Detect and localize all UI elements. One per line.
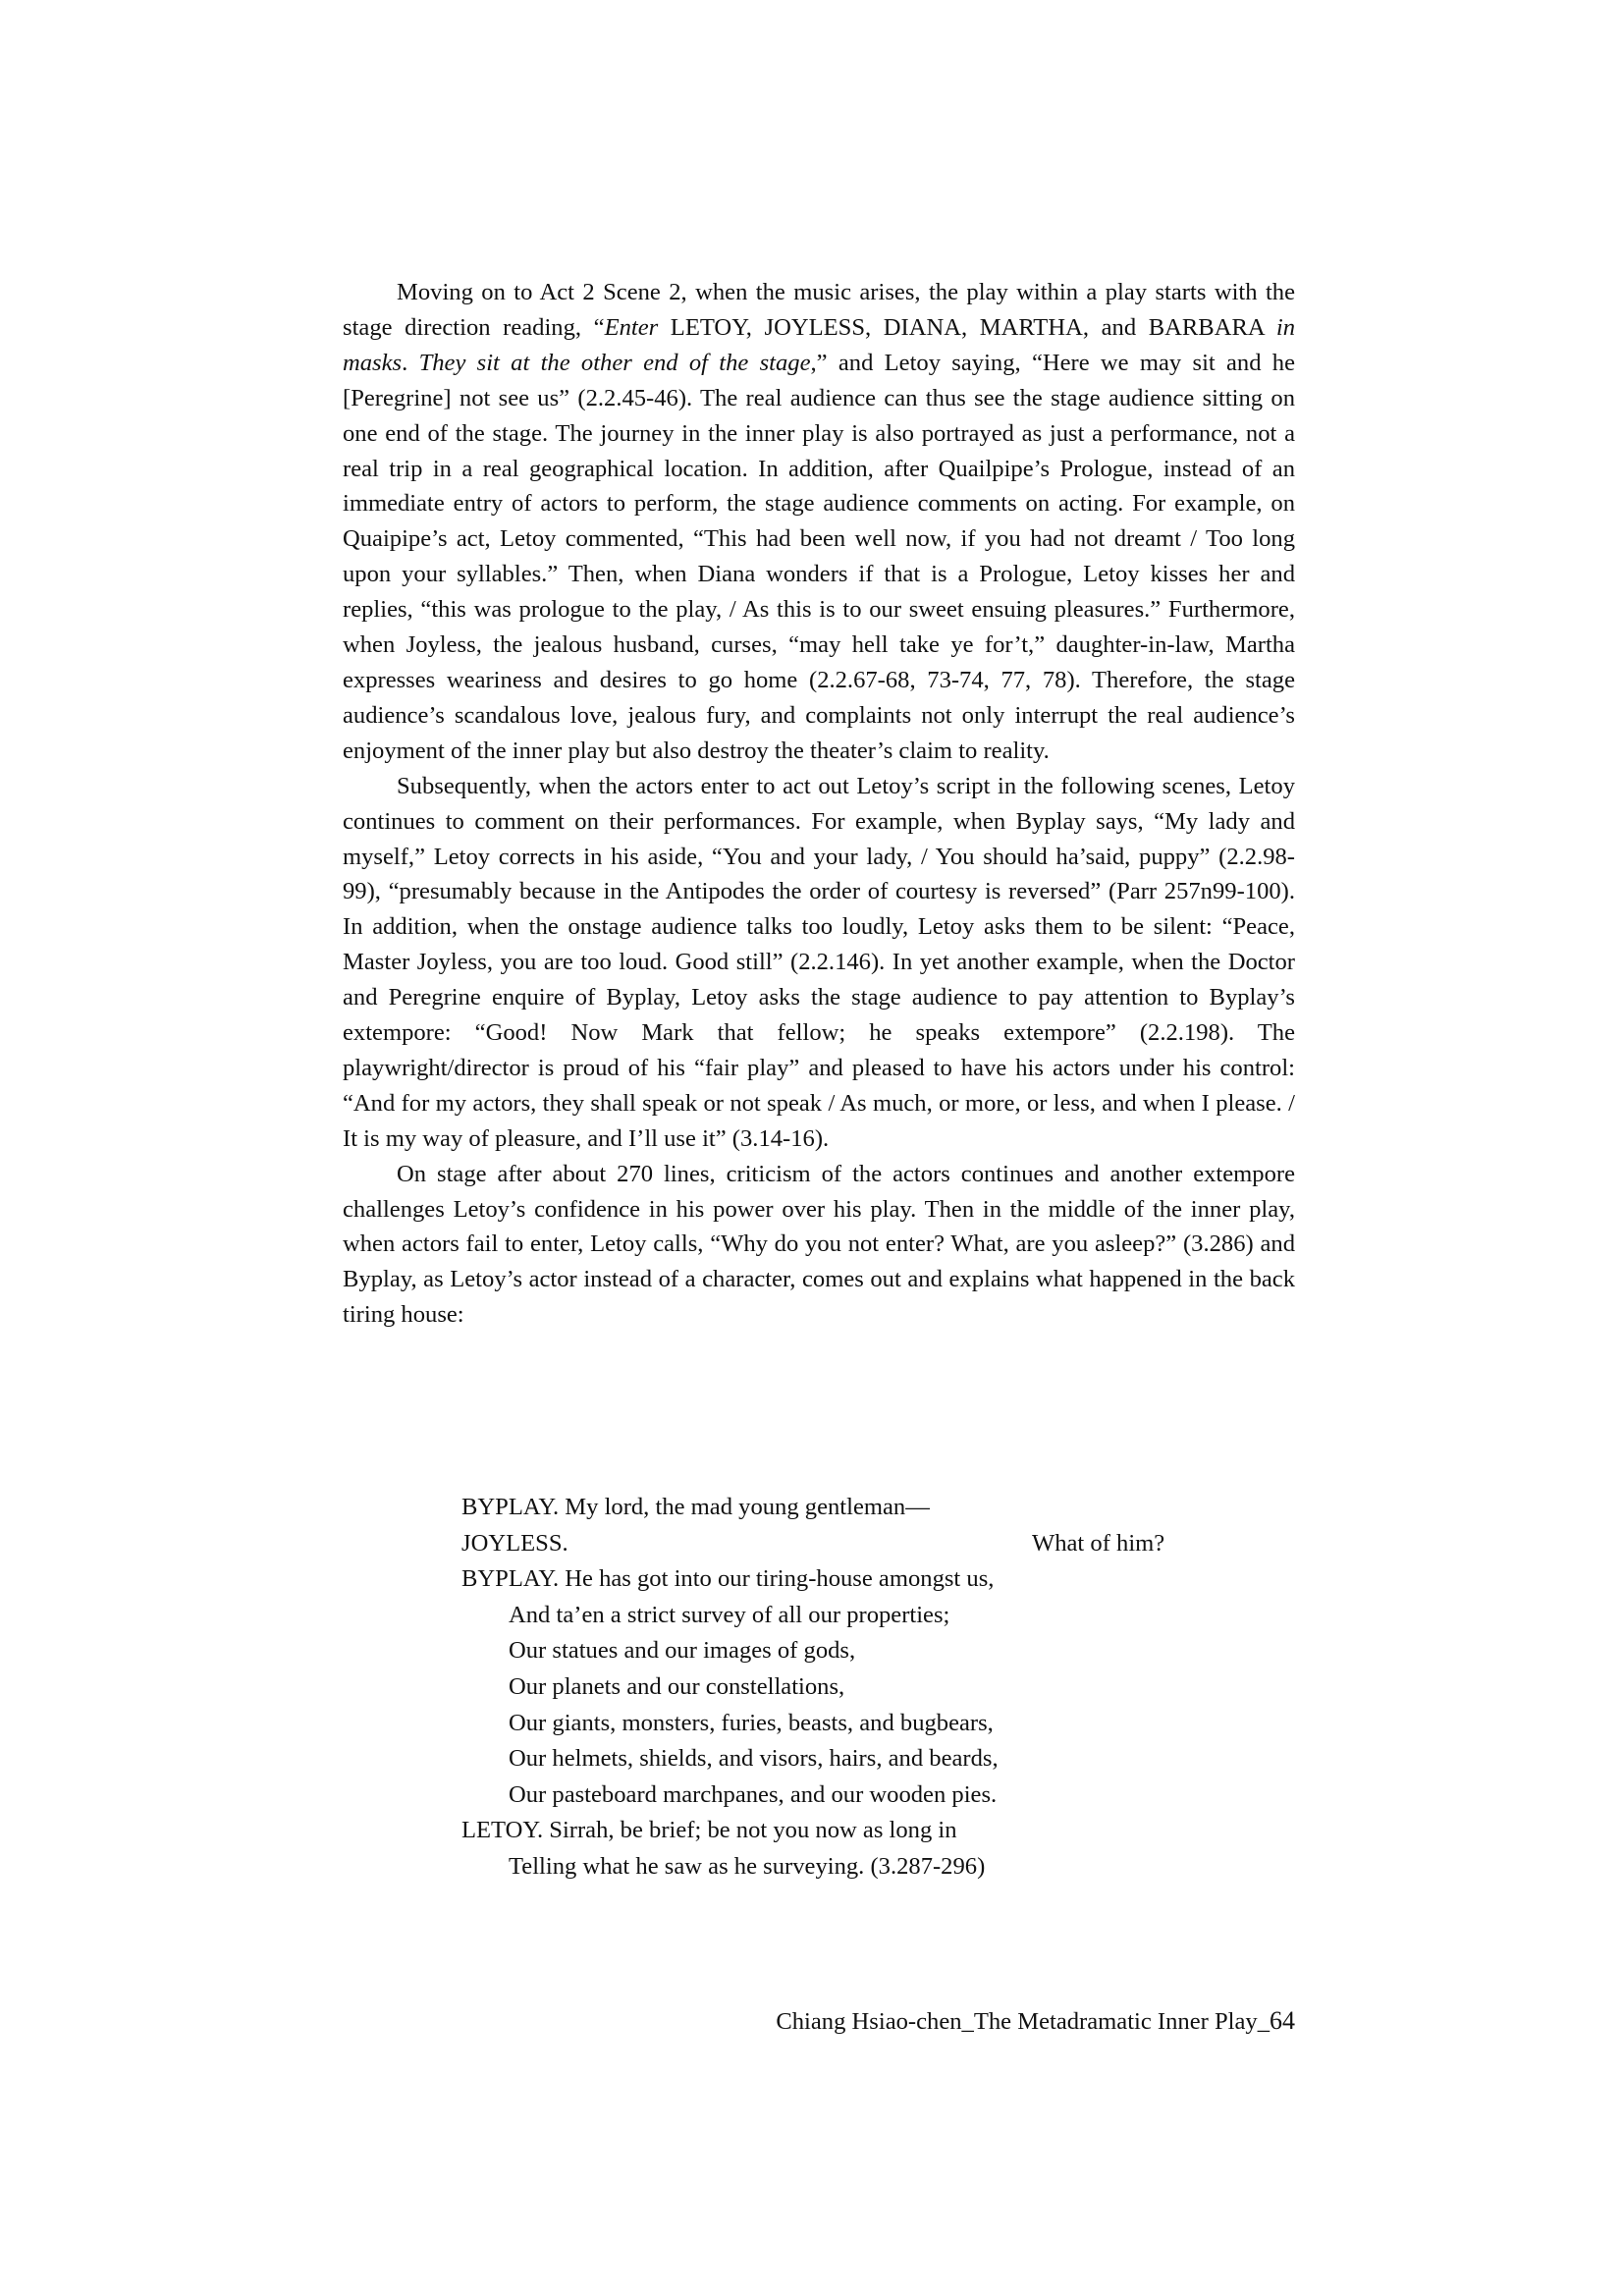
text-run: On stage after about 270 lines, criticism of the actors continues and another extempore challenges Letoy’s confidence in his power over his play. Then in the middle of the inner play, when actors fail to enter, Letoy calls, “Why do you not enter? What, are you asleep?” (3.286) and Byplay, as Letoy’s actor instead of a character, comes out and explains what happened in the back tiring house: (343, 1160, 1295, 1329)
verse-line: And ta’en a strict survey of all our properties; (509, 1601, 950, 1628)
verse-line: Our statues and our images of gods, (509, 1637, 856, 1665)
paragraph-2 (343, 769, 1295, 1157)
italic-text: They sit at the other end of the stage (418, 349, 811, 376)
text-run: . (402, 349, 419, 376)
text-run: Moving on to Act 2 Scene 2, when the music arises, the play within a play starts with the stage direction reading, “ (343, 279, 1295, 341)
verse-half-line: What of him? (1032, 1529, 1165, 1557)
text-run: ,” and Letoy saying, “Here we may sit and he [Peregrine] not see us” (2.2.45-46). The real audience can thus see the stage audience sitting on one end of the stage. The journey in the inner play is also portrayed as just a performance, not a real trip in a real geographical location. In addition, after Quailpipe’s Prologue, instead of an immediate entry of actors to perform, the stage audience comments on acting. For example, on Quaipipe’s act, Letoy commented, “This had been well now, if you had not dreamt / Too long upon your syllables.” Then, when Diana wonders if that is a Prologue, Letoy kisses her and replies, “this was prologue to the play, / As this is to our sweet ensuing pleasures.” Furthermore, when Joyless, the jealous husband, curses, “may hell take ye for’t,” daughter-in-law, Martha expresses weariness and desires to go home (2.2.67-68, 73-74, 77, 78). Therefore, the stage audience’s scandalous love, jealous fury, and complaints not only interrupt the real audience’s enjoyment of the inner play but also destroy the theater’s claim to reality. (343, 349, 1296, 764)
verse-line: Our planets and our constellations, (509, 1672, 845, 1700)
verse-line-byplay-2: BYPLAY. He has got into our tiring-house amongst us, (461, 1565, 995, 1593)
verse-line-byplay-1: BYPLAY. My lord, the mad young gentleman— (461, 1494, 930, 1520)
text-run: LETOY, JOYLESS, DIANA, MARTHA, and BARBARA (658, 313, 1276, 341)
verse-line: Our pasteboard marchpanes, and our wooden pies. (509, 1780, 998, 1808)
paragraph-3 (343, 1157, 1295, 1334)
text-run: Subsequently, when the actors enter to act out Letoy’s script in the following scenes, Letoy continues to comment on their performances. For example, when Byplay says, “My lady and myself,” Letoy corrects in his aside, “You and your lady, / You should ha’said, puppy” (2.2.98-99), “presumably because in the Antipodes the order of courtesy is reversed” (Parr 257n99-100). In addition, when the onstage audience talks too loudly, Letoy asks them to be silent: “Peace, Master Joyless, you are too loud. Good still” (2.2.146). In yet another example, when the Doctor and Peregrine enquire of Byplay, Letoy asks the stage audience to pay attention to Byplay’s extempore: “Good! Now Mark that fellow; he speaks extempore” (2.2.198). The playwright/director is proud of his “fair play” and pleased to have his actors under his control: “And for my actors, they shall speak or not speak / As much, or more, or less, and when I please. / It is my way of pleasure, and I’ll use it” (3.14-16). (343, 772, 1295, 1152)
verse-line: Our giants, monsters, furies, beasts, and bugbears, (509, 1709, 994, 1736)
italic-text: Enter (604, 313, 659, 341)
paragraph-1 (343, 275, 1295, 769)
block-quote-verse (461, 1490, 1208, 1886)
italic-text: in masks (343, 313, 1295, 376)
page-number: 64 (1270, 2006, 1295, 2035)
verse-line: Our helmets, shields, and visors, hairs, and beards, (509, 1745, 999, 1773)
footer-running-title: Chiang Hsiao-chen_The Metadramatic Inner Play_ (776, 2008, 1270, 2035)
page-footer (776, 2003, 1295, 2040)
verse-line-letoy: LETOY. Sirrah, be brief; be not you now as long in (461, 1817, 957, 1844)
verse-speaker-joyless: JOYLESS. (461, 1529, 568, 1557)
body-text (343, 275, 1295, 1333)
verse-line-letoy-cont: Telling what he saw as he surveying. (3.287-296) (509, 1852, 986, 1880)
verse-line-joyless (461, 1526, 1208, 1562)
